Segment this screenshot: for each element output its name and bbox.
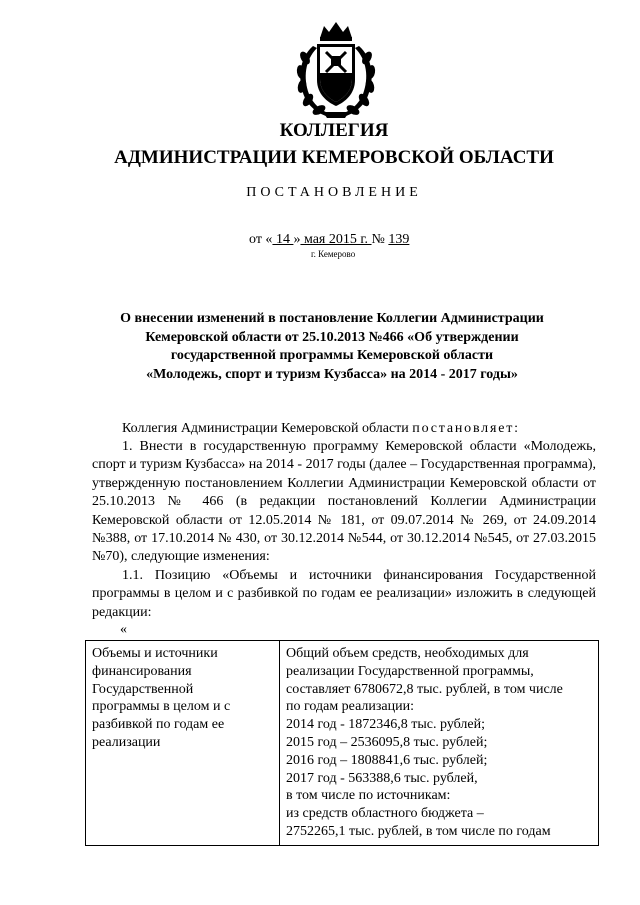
table-cell-value (280, 641, 599, 846)
cell-line: 2016 год – 1808841,6 тыс. рублей; (286, 752, 488, 768)
intro-verb: постановляет (412, 421, 515, 436)
cell-line: реализации (92, 734, 161, 750)
cell-line: Государственной (92, 681, 194, 697)
table-cell-label (86, 641, 280, 846)
cell-line: из средств областного бюджета – (286, 806, 484, 822)
document-city: г. Кемерово (311, 249, 356, 259)
subject-line: «Молодежь, спорт и туризм Кузбасса» на 2014 - 2017 годы» (146, 366, 518, 382)
cell-line: 2015 год – 2536095,8 тыс. рублей; (286, 734, 488, 750)
cell-line: программы в целом и с (92, 699, 231, 715)
opening-quote-mark: « (120, 622, 127, 637)
cell-line: в том числе по источникам: (286, 788, 451, 804)
item-1-1-paragraph: 1.1. Позицию «Объемы и источники финансирования Государственной программы в целом и с разбивкой по годам ее реализации» изложить в следующей редакции: (92, 568, 596, 620)
document-type: ПОСТАНОВЛЕНИЕ (246, 185, 422, 200)
cell-line: Общий объем средств, необходимых для (286, 646, 529, 661)
intro-suffix: : (514, 421, 519, 436)
coat-of-arms-emblem (293, 18, 379, 122)
item-1-paragraph: 1. Внести в государственную программу Кемеровской области «Молодежь, спорт и туризм Кузбасса» на 2014 - 2017 годы (далее – Государственная программа), утвержденную постановлением Коллегии Администрации Кемеровской области от 25.10.2013 № 466 (в редакции постановлений Коллегии Администрации Кемеровской области от 12.05.2014 № 181, от 09.07.2014 № 269, от 24.09.2014 №388, от 17.10.2014 № 430, от 30.12.2014 №544, от 30.12.2014 №545, от 27.03.2015 №70), следующие изменения: (92, 439, 596, 565)
cell-line: реализации Государственной программы, (286, 663, 534, 679)
org-title-line1: КОЛЛЕГИЯ (279, 120, 389, 141)
cell-line: финансирования (92, 663, 192, 679)
table-row (86, 641, 599, 846)
document-subject (90, 310, 574, 384)
document-date-line (249, 232, 409, 248)
cell-line: Объемы и источники (92, 646, 218, 661)
number-label: № (371, 232, 389, 247)
cell-line: 2014 год - 1872346,8 тыс. рублей; (286, 717, 486, 733)
financing-table (85, 640, 599, 846)
cell-line: по годам реализации: (286, 699, 414, 715)
subject-line: Кемеровской области от 25.10.2013 №466 «Об утверждении (145, 329, 519, 345)
org-title-line2: АДМИНИСТРАЦИИ КЕМЕРОВСКОЙ ОБЛАСТИ (114, 147, 554, 168)
cell-line: разбивкой по годам ее (92, 717, 225, 733)
cell-line: 2752265,1 тыс. рублей, в том числе по годам (286, 823, 551, 839)
intro-prefix: Коллегия Администрации Кемеровской области (122, 421, 413, 436)
date-close-quote: » (293, 232, 301, 247)
subject-line: О внесении изменений в постановление Коллегии Администрации (120, 311, 544, 326)
document-number: 139 (388, 232, 410, 247)
date-prefix: от « (249, 232, 273, 247)
date-day: 14 (272, 232, 294, 247)
date-month-year: мая 2015 г. (300, 232, 372, 247)
cell-line: составляет 6780672,8 тыс. рублей, в том числе (286, 681, 563, 697)
subject-line: государственной программы Кемеровской области (170, 348, 494, 363)
cell-line: 2017 год - 563388,6 тыс. рублей, (286, 770, 478, 786)
intro-paragraph (92, 420, 596, 438)
